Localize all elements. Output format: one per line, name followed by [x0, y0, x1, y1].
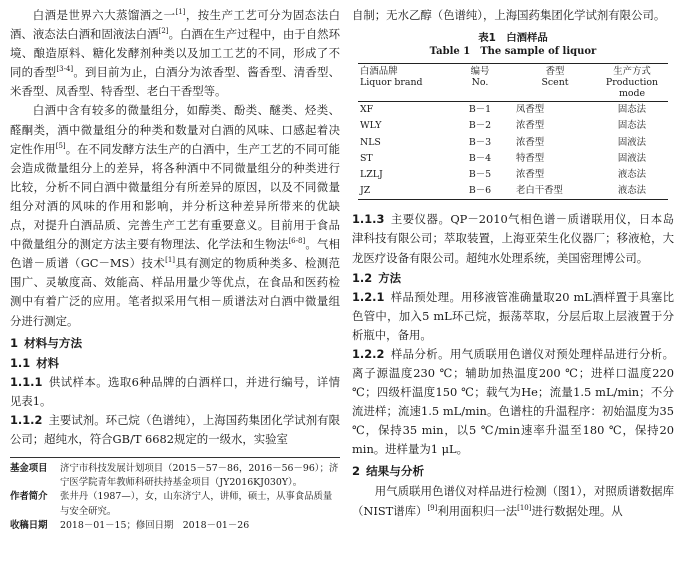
section-heading-1-1: 1.1 材料	[10, 355, 59, 370]
table-caption-en: Table 1 The sample of liquor	[429, 46, 597, 58]
paragraph-1-2-2: 1.2.2 样品分析。用气质联用色谱仪对预处理样品进行分析。离子源温度230 ℃；辅助加热温度200 ℃；进样口温度220 ℃；四级杆温度150 ℃；载气为He；流量1.5 mL/min；不分流进样；流速1.5 mL/min。色谱柱的升温程序：初始温度为35 ℃，保持35 min，以5 ℃/min速率升温至180 ℃，保持20 min。进样量为1 μL。	[352, 346, 674, 457]
paragraph-1-1-3: 1.1.3 主要仪器。QP－2010气相色谱－质谱联用仪，日本岛津科技有限公司；萃取装置，上海亚荣生化仪器厂；移液枪，大龙医疗设备有限公司。超纯水处理系统，美国密理博公司。	[352, 212, 674, 265]
paragraph-reagents-continued: 自制；无水乙醇（色谱纯），上海国药集团化学试剂有限公司。	[352, 8, 666, 22]
table-row: LZLJ B－5 浓香型 液态法	[360, 168, 647, 180]
header-brand: 白酒品牌 Liquor brand	[360, 66, 423, 89]
paragraph-1-1-2: 1.1.2 主要试剂。环己烷（色谱纯），上海国药集团化学试剂有限公司；超纯水，符合GB/T 6682规定的一级水，实验室	[10, 412, 340, 446]
header-number: 编号 No.	[470, 66, 490, 89]
liquor-sample-table	[358, 63, 668, 200]
table-row: XF B－1 凤香型 固态法	[360, 104, 647, 116]
paragraph-1-2-1: 1.2.1 样品预处理。用移液管准确量取20 mL酒样置于具塞比色管中，加入5 mL环己烷，振荡萃取，分层后取上层液置于分析瓶中，备用。	[352, 289, 674, 342]
funding-note: 基金项目 济宁市科技发展计划项目（2015－57－86，2016－56－96）；济宁医学院青年教师科研扶持基金项目（JY2016KJ030Y）。	[10, 462, 339, 489]
table-row: NLS B－3 浓香型 固液法	[360, 136, 647, 148]
header-scent: 香型 Scent	[541, 66, 569, 89]
author-note: 作者简介 张井丹（1987—），女，山东济宁人，讲师，硕士，从事食品质量与安全研究。	[10, 491, 333, 517]
intro-paragraph-2: 白酒中含有较多的微量组分，如醇类、酚类、醚类、烃类、醛酮类，酒中微量组分的种类和数量对白酒的风味、口感起着决定性作用[5]。在不同发酵方法生产的白酒中，生产工艺的不同可能会造成微量组分上的差异，将各种酒中不同微量组分的种类进行比较，分析不同白酒中微量组分有所差异的原因，以及不同微量组分对酒的风味的作用和影响，并分析这种差异所带来的优缺点，对提升白酒品质、完善生产工艺有重要意义。目前用于食品中微量组分的测定方法主要有物理法、化学法和生物法[6-8]。气相色谱－质谱（GC－MS）技术[1]具有测定的物质种类多、检测范围广、灵敏度高、效能高、样品用量少等优点，在食品和医药检测中有着广泛的应用。笔者拟采用气相－质谱法对白酒中微量组分进行测定。	[10, 103, 340, 328]
table-row: WLY B－2 浓香型 固态法	[360, 120, 647, 132]
paragraph-1-1-1: 1.1.1 供试样本。选取6种品牌的白酒样口，并进行编号，详情见表1。	[10, 374, 340, 408]
header-production-mode: 生产方式 Production mode	[605, 66, 659, 100]
table-caption-cn: 表1 白酒样品	[478, 32, 548, 45]
section-heading-1-2: 1.2 方法	[352, 270, 401, 285]
table-row: ST B－4 特香型 固液法	[360, 152, 647, 164]
table-row: JZ B－6 老白干香型 液态法	[358, 183, 668, 200]
section-heading-1: 1 材料与方法	[10, 335, 83, 350]
received-date-note: 收稿日期 2018－01－15；修回日期 2018－01－26	[10, 519, 250, 531]
table-header-row	[358, 64, 668, 102]
section-heading-2: 2 结果与分析	[352, 464, 425, 479]
right-column	[352, 6, 674, 521]
left-column	[10, 6, 340, 533]
footnote-rule	[10, 457, 340, 458]
table-spacer	[352, 200, 674, 210]
intro-paragraph-1: 白酒是世界六大蒸馏酒之一[1]，按生产工艺可分为固态法白酒、液态法白酒和固液法白酒[2]。白酒在生产过程中，由于自然环境、酿造原料、糖化发酵剂种类以及加工工艺的不同，形成了不同的香型[3-4]。到目前为止，白酒分为浓香型、酱香型、清香型、米香型、凤香型、特香型、老白干香型等。	[10, 8, 340, 99]
results-paragraph: 用气质联用色谱仪对样品进行检测（图1），对照质谱数据库（NIST谱库）[9]利用面积归一法[10]进行数据处理。从	[352, 484, 674, 518]
